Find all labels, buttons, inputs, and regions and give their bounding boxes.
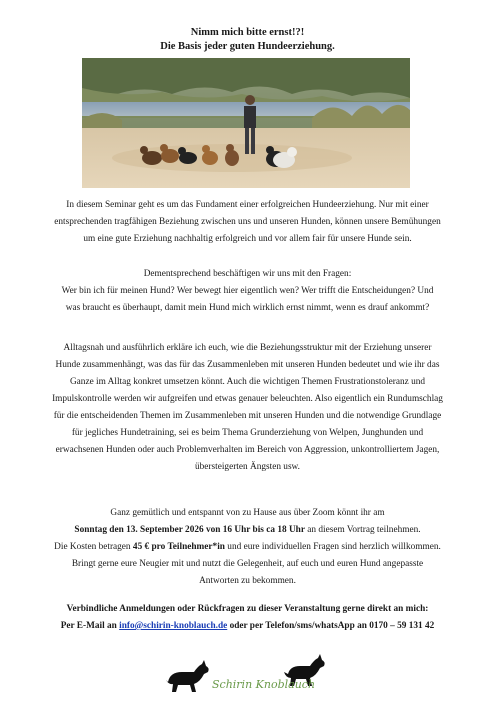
dog-silhouettes-icon [160, 652, 340, 700]
details-line-5: für die entscheidenden Themen im Zusammenleben mit unseren Hunden und die notwendige Grundlage [53, 411, 442, 421]
dogs-training-photo [82, 58, 410, 188]
details-line-6: für jegliches Hundetraining, sei es beim Thema Grunderziehung von Welpen, Junghunden und [71, 428, 424, 438]
details-line-8: übersteigerten Ängsten usw. [195, 462, 300, 472]
cost-suffix: und eure individuellen Fragen sind herzlich willkommen. [224, 542, 441, 552]
logo [160, 652, 340, 700]
photo-illustration [82, 58, 410, 188]
event-cost: 45 € pro Teilnehmer*in [132, 542, 225, 552]
event-date-suffix: an diesem Vortrag teilnehmen. [304, 525, 421, 535]
cost-prefix: Die Kosten betragen [54, 542, 133, 552]
zoom-line-4: Bringt gerne eure Neugier mit und nutzt die Gelegenheit, auf euch und euren Hund angepasste [71, 559, 424, 569]
zoom-line-1: Ganz gemütlich und entspannt von zu Hause aus über Zoom könnt ihr am [110, 508, 385, 518]
zoom-paragraph [20, 505, 475, 590]
intro-paragraph [20, 197, 475, 248]
questions-line-1: Dementsprechend beschäftigen wir uns mit den Fragen: [143, 269, 352, 279]
details-line-4: Impulskontrolle werden wir aufgreifen und etwas genauer beleuchten. Also eigentlich ein Rundumschlag [52, 394, 443, 404]
intro-line-1: In diesem Seminar geht es um das Fundament einer erfolgreichen Hundeerziehung. Nur mit einer [66, 200, 429, 210]
email-link[interactable]: info@schirin-knoblauch.de [119, 621, 228, 631]
details-line-2: Hunde zusammenhängt, was das für das Zusammenleben mit unseren Hunden bedeutet und wie ihr das [55, 360, 440, 370]
page-title [0, 26, 495, 54]
questions-paragraph [20, 266, 475, 317]
contact-line-2 [20, 618, 475, 635]
intro-line-2: entsprechenden tragfähigen Beziehung zwischen uns und unseren Hunden, können unsere Bemühungen [54, 217, 441, 227]
title-line-2: Die Basis jeder guten Hundeerziehung. [160, 41, 335, 52]
details-paragraph [20, 340, 475, 476]
title-line-1: Nimm mich bitte ernst!?! [190, 27, 305, 38]
email-prefix: Per E-Mail an [60, 621, 120, 631]
phone-text: oder per Telefon/sms/whatsApp an 0170 – 59 131 42 [227, 621, 435, 631]
event-date: Sonntag den 13. September 2026 von 16 Uhr bis ca 18 Uhr [74, 525, 305, 535]
contact-paragraph [20, 601, 475, 635]
zoom-cost-line [20, 539, 475, 556]
details-line-3: Ganze im Alltag konkret umsetzen könnt. Auch die wichtigen Themen Frustrationstoleranz und [69, 377, 426, 387]
intro-line-3: um eine gute Erziehung nachhaltig erfolgreich und vor allem fair für unsere Hunde sein. [83, 234, 412, 244]
questions-line-2: Wer bin ich für meinen Hund? Wer bewegt hier eigentlich wen? Wer trifft die Entscheidungen? Und [61, 286, 434, 296]
questions-line-3: was braucht es überhaupt, damit mein Hund mich wirklich ernst nimmt, wenn es drauf ankommt? [65, 303, 430, 313]
zoom-date-line [20, 522, 475, 539]
contact-line-1: Verbindliche Anmeldungen oder Rückfragen zu dieser Veranstaltung gerne direkt an mich: [66, 604, 429, 614]
details-line-7: erwachsenen Hunden oder auch Problemverhalten im Bereich von Aggression, unkontrolliertem Jagen, [55, 445, 440, 455]
details-line-1: Alltagsnah und ausführlich erkläre ich euch, wie die Beziehungsstruktur mit der Erziehung unserer [63, 343, 432, 353]
logo-text: Schirin Knoblauch [212, 678, 316, 691]
zoom-line-5: Antworten zu bekommen. [199, 576, 296, 586]
